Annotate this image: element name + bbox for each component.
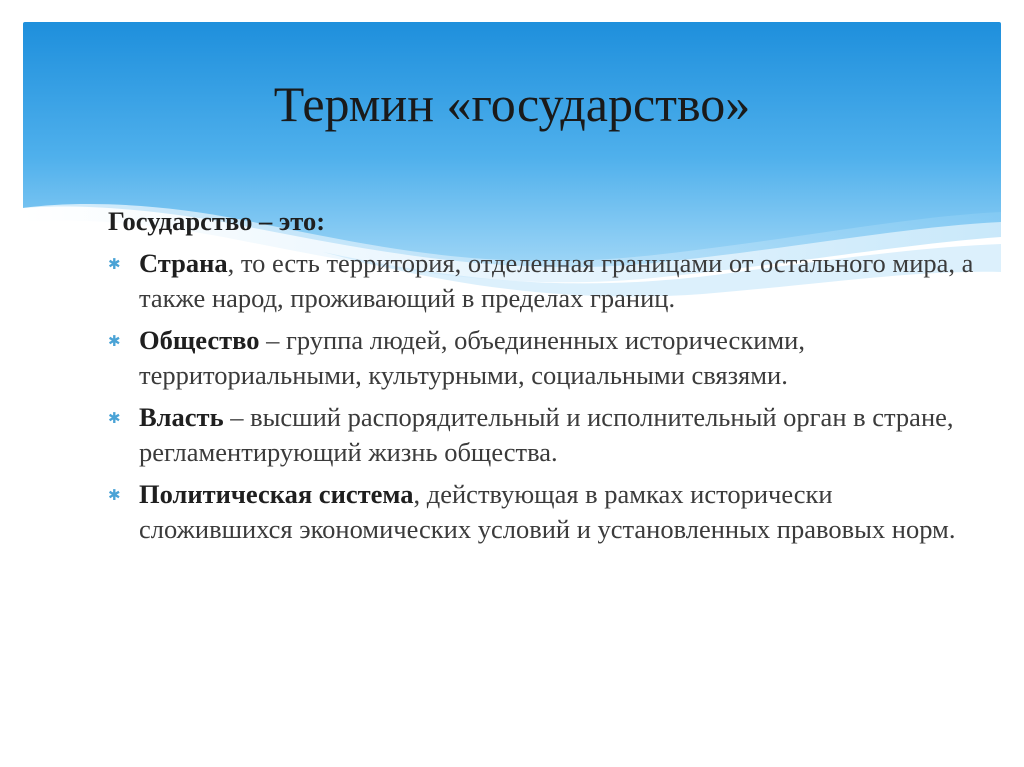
item-text: , действующая в рамках исторически сложившихся экономических условий и установленных правовых норм. bbox=[139, 479, 956, 544]
intro-text: Государство – это: bbox=[108, 206, 326, 236]
list-item bbox=[108, 477, 978, 547]
asterisk-bullet-icon: ✱ bbox=[108, 332, 121, 350]
list-item bbox=[108, 400, 978, 470]
asterisk-bullet-icon: ✱ bbox=[108, 486, 121, 504]
item-text: – высший распорядительный и исполнительный орган в стране, регламентирующий жизнь общества. bbox=[139, 402, 954, 467]
item-term: Общество bbox=[139, 325, 260, 355]
list-item bbox=[108, 246, 978, 316]
slide-title: Термин «государство» bbox=[273, 76, 751, 132]
asterisk-bullet-icon: ✱ bbox=[108, 255, 121, 273]
item-term: Страна bbox=[139, 248, 228, 278]
item-text: , то есть территория, отделенная границами от остального мира, а также народ, проживающий в пределах границ. bbox=[139, 248, 974, 313]
list-item bbox=[108, 323, 978, 393]
item-term: Власть bbox=[139, 402, 224, 432]
asterisk-bullet-icon: ✱ bbox=[108, 409, 121, 427]
item-term: Политическая система bbox=[139, 479, 414, 509]
item-text: – группа людей, объединенных историческими, территориальными, культурными, социальными связями. bbox=[139, 325, 805, 390]
slide bbox=[23, 22, 1001, 757]
slide-content bbox=[108, 204, 978, 554]
bullet-list bbox=[108, 246, 978, 547]
